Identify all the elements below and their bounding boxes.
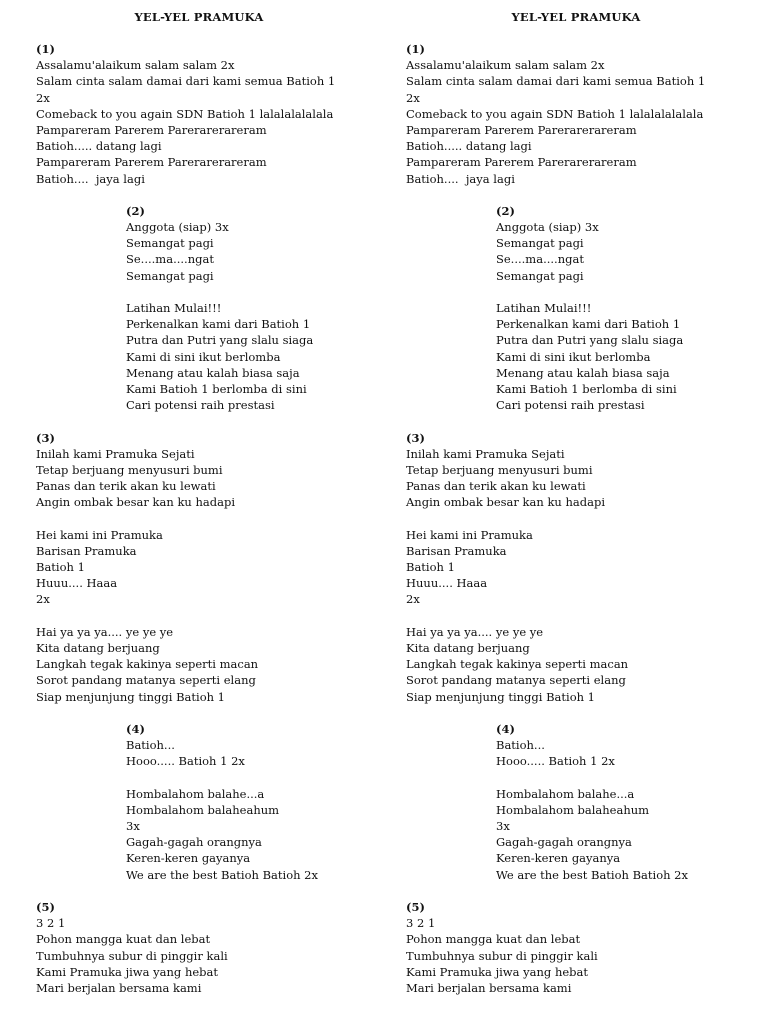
verse-line: Perkenalkan kami dari Batioh 1 bbox=[126, 317, 311, 332]
blank-line bbox=[496, 284, 754, 300]
verse-line: Gagah-gagah orangnya bbox=[126, 835, 262, 850]
blank-line bbox=[496, 413, 754, 429]
verse-line: Menang atau kalah biasa saja bbox=[126, 365, 300, 380]
verse-line: Pohon mangga kuat dan lebat bbox=[406, 932, 581, 947]
verse-block bbox=[0, 203, 384, 430]
verse-block bbox=[370, 203, 754, 430]
verse-line: 2x bbox=[406, 592, 420, 607]
verse-line: Huuu.... Haaa bbox=[36, 576, 118, 591]
verse-line: Hombalahom balaheahum bbox=[126, 802, 280, 817]
verse-line: Kami Batioh 1 berlomba di sini bbox=[126, 381, 307, 396]
verse-line: Hombalahom balahe...a bbox=[126, 786, 265, 801]
section-number: (1) bbox=[36, 42, 55, 56]
verse-line: Pampareram Parerem Parerarerareram bbox=[406, 122, 637, 137]
verse-line: Semangat pagi bbox=[496, 236, 584, 251]
verse-line: Putra dan Putri yang slalu siaga bbox=[126, 333, 314, 348]
document-title: YEL-YEL PRAMUKA bbox=[134, 10, 264, 24]
verse-line: Inilah kami Pramuka Sejati bbox=[36, 446, 195, 461]
right-column bbox=[370, 9, 754, 996]
verse-line: Hooo..... Batioh 1 2x bbox=[496, 754, 615, 769]
verse-line: Cari potensi raih prestasi bbox=[496, 398, 645, 413]
blank-line bbox=[126, 413, 384, 429]
verse-line: Semangat pagi bbox=[126, 236, 214, 251]
verse-line: Barisan Pramuka bbox=[406, 543, 507, 558]
verse-line: Angin ombak besar kan ku hadapi bbox=[406, 495, 605, 510]
verse-line: Assalamu'alaikum salam salam 2x bbox=[406, 58, 605, 73]
verse-line: Inilah kami Pramuka Sejati bbox=[406, 446, 565, 461]
verse-line: Pampareram Parerem Parerarerareram bbox=[406, 155, 637, 170]
verse-line: Tumbuhnya subur di pinggir kali bbox=[406, 948, 598, 963]
verse-line: Siap menjunjung tinggi Batioh 1 bbox=[36, 689, 225, 704]
verse-line: Se....ma....ngat bbox=[496, 252, 584, 267]
verse-line: Assalamu'alaikum salam salam 2x bbox=[36, 58, 235, 73]
section-number: (3) bbox=[406, 430, 425, 445]
verse-line: Batioh... bbox=[126, 738, 175, 753]
verse-line: Hai ya ya ya.... ye ye ye bbox=[36, 624, 174, 639]
verse-line: Mari berjalan bersama kami bbox=[406, 980, 572, 995]
verse-line: Tetap berjuang menyusuri bumi bbox=[406, 462, 593, 477]
verse-line: Hombalahom balahe...a bbox=[496, 786, 635, 801]
section-number: (2) bbox=[126, 203, 145, 218]
verse-line: We are the best Batioh Batioh 2x bbox=[126, 867, 318, 882]
verse-line: Langkah tegak kakinya seperti macan bbox=[406, 657, 629, 672]
verse-line: Hei kami ini Pramuka bbox=[406, 527, 533, 542]
verse-line: Hombalahom balaheahum bbox=[496, 802, 650, 817]
document-title: YEL-YEL PRAMUKA bbox=[511, 10, 641, 24]
verse-line: Sorot pandang matanya seperti elang bbox=[406, 673, 626, 688]
verse-line: Se....ma....ngat bbox=[126, 252, 214, 267]
verse-block bbox=[0, 721, 384, 899]
verse-line: Batioh.... jaya lagi bbox=[36, 171, 145, 186]
blank-line bbox=[496, 769, 754, 785]
section-number: (2) bbox=[496, 203, 515, 218]
verse-line: Semangat pagi bbox=[126, 268, 214, 283]
verse-line: Pohon mangga kuat dan lebat bbox=[36, 932, 211, 947]
verse-line: Hooo..... Batioh 1 2x bbox=[126, 754, 245, 769]
verse-line: Anggota (siap) 3x bbox=[496, 220, 599, 235]
blank-line bbox=[406, 510, 754, 526]
verse-line: Kami Pramuka jiwa yang hebat bbox=[36, 964, 218, 979]
blank-line bbox=[36, 608, 384, 624]
verse-line: Angin ombak besar kan ku hadapi bbox=[36, 495, 235, 510]
verse-line: Salam cinta salam damai dari kami semua Batioh 1 bbox=[36, 74, 336, 89]
blank-line bbox=[496, 883, 754, 899]
verse-line: Latihan Mulai!!! bbox=[496, 301, 592, 315]
verse-block bbox=[370, 430, 754, 721]
verse-line: Batioh..... datang lagi bbox=[36, 139, 162, 154]
verse-line: 3 2 1 bbox=[36, 916, 66, 931]
blank-line bbox=[36, 705, 384, 721]
verse-line: Panas dan terik akan ku lewati bbox=[36, 479, 216, 494]
section-number: (3) bbox=[36, 430, 55, 445]
verse-line: Pampareram Parerem Parerarerareram bbox=[36, 155, 267, 170]
verse-line: Comeback to you again SDN Batioh 1 lalalalalalala bbox=[406, 106, 704, 121]
blank-line bbox=[406, 187, 754, 203]
verse-line: Putra dan Putri yang slalu siaga bbox=[496, 333, 684, 348]
blank-line bbox=[406, 608, 754, 624]
blank-line bbox=[126, 769, 384, 785]
verse-line: Cari potensi raih prestasi bbox=[126, 398, 275, 413]
verse-block bbox=[370, 899, 754, 996]
verse-blocks bbox=[0, 41, 384, 996]
verse-line: Mari berjalan bersama kami bbox=[36, 980, 202, 995]
verse-line: 3x bbox=[126, 819, 140, 833]
verse-line: 2x bbox=[36, 592, 50, 607]
verse-line: Siap menjunjung tinggi Batioh 1 bbox=[406, 689, 595, 704]
verse-line: 3 2 1 bbox=[406, 916, 436, 931]
verse-line: Tetap berjuang menyusuri bumi bbox=[36, 462, 223, 477]
verse-line: Perkenalkan kami dari Batioh 1 bbox=[496, 317, 681, 332]
verse-line: Salam cinta salam damai dari kami semua Batioh 1 bbox=[406, 74, 706, 89]
verse-line: Barisan Pramuka bbox=[36, 543, 137, 558]
verse-block bbox=[0, 41, 384, 203]
verse-line: Langkah tegak kakinya seperti macan bbox=[36, 657, 259, 672]
verse-line: Batioh.... jaya lagi bbox=[406, 171, 515, 186]
verse-blocks bbox=[370, 41, 754, 996]
blank-line bbox=[126, 883, 384, 899]
blank-line bbox=[36, 510, 384, 526]
blank-line bbox=[126, 284, 384, 300]
verse-line: Sorot pandang matanya seperti elang bbox=[36, 673, 256, 688]
verse-line: Anggota (siap) 3x bbox=[126, 220, 229, 235]
section-number: (5) bbox=[36, 899, 55, 914]
verse-line: Batioh 1 bbox=[36, 560, 85, 574]
verse-line: Kami di sini ikut berlomba bbox=[496, 349, 651, 364]
verse-block bbox=[370, 41, 754, 203]
verse-line: Hei kami ini Pramuka bbox=[36, 527, 163, 542]
section-number: (4) bbox=[496, 721, 515, 736]
verse-line: Semangat pagi bbox=[496, 268, 584, 283]
verse-block bbox=[0, 430, 384, 721]
verse-line: Menang atau kalah biasa saja bbox=[496, 365, 670, 380]
section-number: (1) bbox=[406, 42, 425, 56]
verse-line: Panas dan terik akan ku lewati bbox=[406, 479, 586, 494]
verse-line: Tumbuhnya subur di pinggir kali bbox=[36, 948, 228, 963]
verse-line: Pampareram Parerem Parerarerareram bbox=[36, 122, 267, 137]
blank-line bbox=[36, 187, 384, 203]
verse-line: 2x bbox=[406, 90, 420, 105]
verse-line: Keren-keren gayanya bbox=[496, 851, 621, 866]
verse-line: Batioh... bbox=[496, 738, 545, 753]
verse-line: Keren-keren gayanya bbox=[126, 851, 251, 866]
blank-line bbox=[406, 705, 754, 721]
section-number: (4) bbox=[126, 721, 145, 736]
verse-line: Batioh..... datang lagi bbox=[406, 139, 532, 154]
verse-line: Kami di sini ikut berlomba bbox=[126, 349, 281, 364]
verse-line: Kita datang berjuang bbox=[406, 640, 530, 655]
verse-line: We are the best Batioh Batioh 2x bbox=[496, 867, 688, 882]
verse-block bbox=[370, 721, 754, 899]
verse-line: Huuu.... Haaa bbox=[406, 576, 488, 591]
verse-line: Kami Batioh 1 berlomba di sini bbox=[496, 381, 677, 396]
verse-block bbox=[0, 899, 384, 996]
verse-line: Hai ya ya ya.... ye ye ye bbox=[406, 624, 544, 639]
verse-line: Comeback to you again SDN Batioh 1 lalalalalalala bbox=[36, 106, 334, 121]
verse-line: Latihan Mulai!!! bbox=[126, 301, 222, 315]
verse-line: Kami Pramuka jiwa yang hebat bbox=[406, 964, 588, 979]
verse-line: 2x bbox=[36, 90, 50, 105]
verse-line: Kita datang berjuang bbox=[36, 640, 160, 655]
section-number: (5) bbox=[406, 899, 425, 914]
verse-line: Gagah-gagah orangnya bbox=[496, 835, 632, 850]
left-column bbox=[0, 9, 384, 996]
verse-line: Batioh 1 bbox=[406, 560, 455, 574]
verse-line: 3x bbox=[496, 819, 510, 833]
